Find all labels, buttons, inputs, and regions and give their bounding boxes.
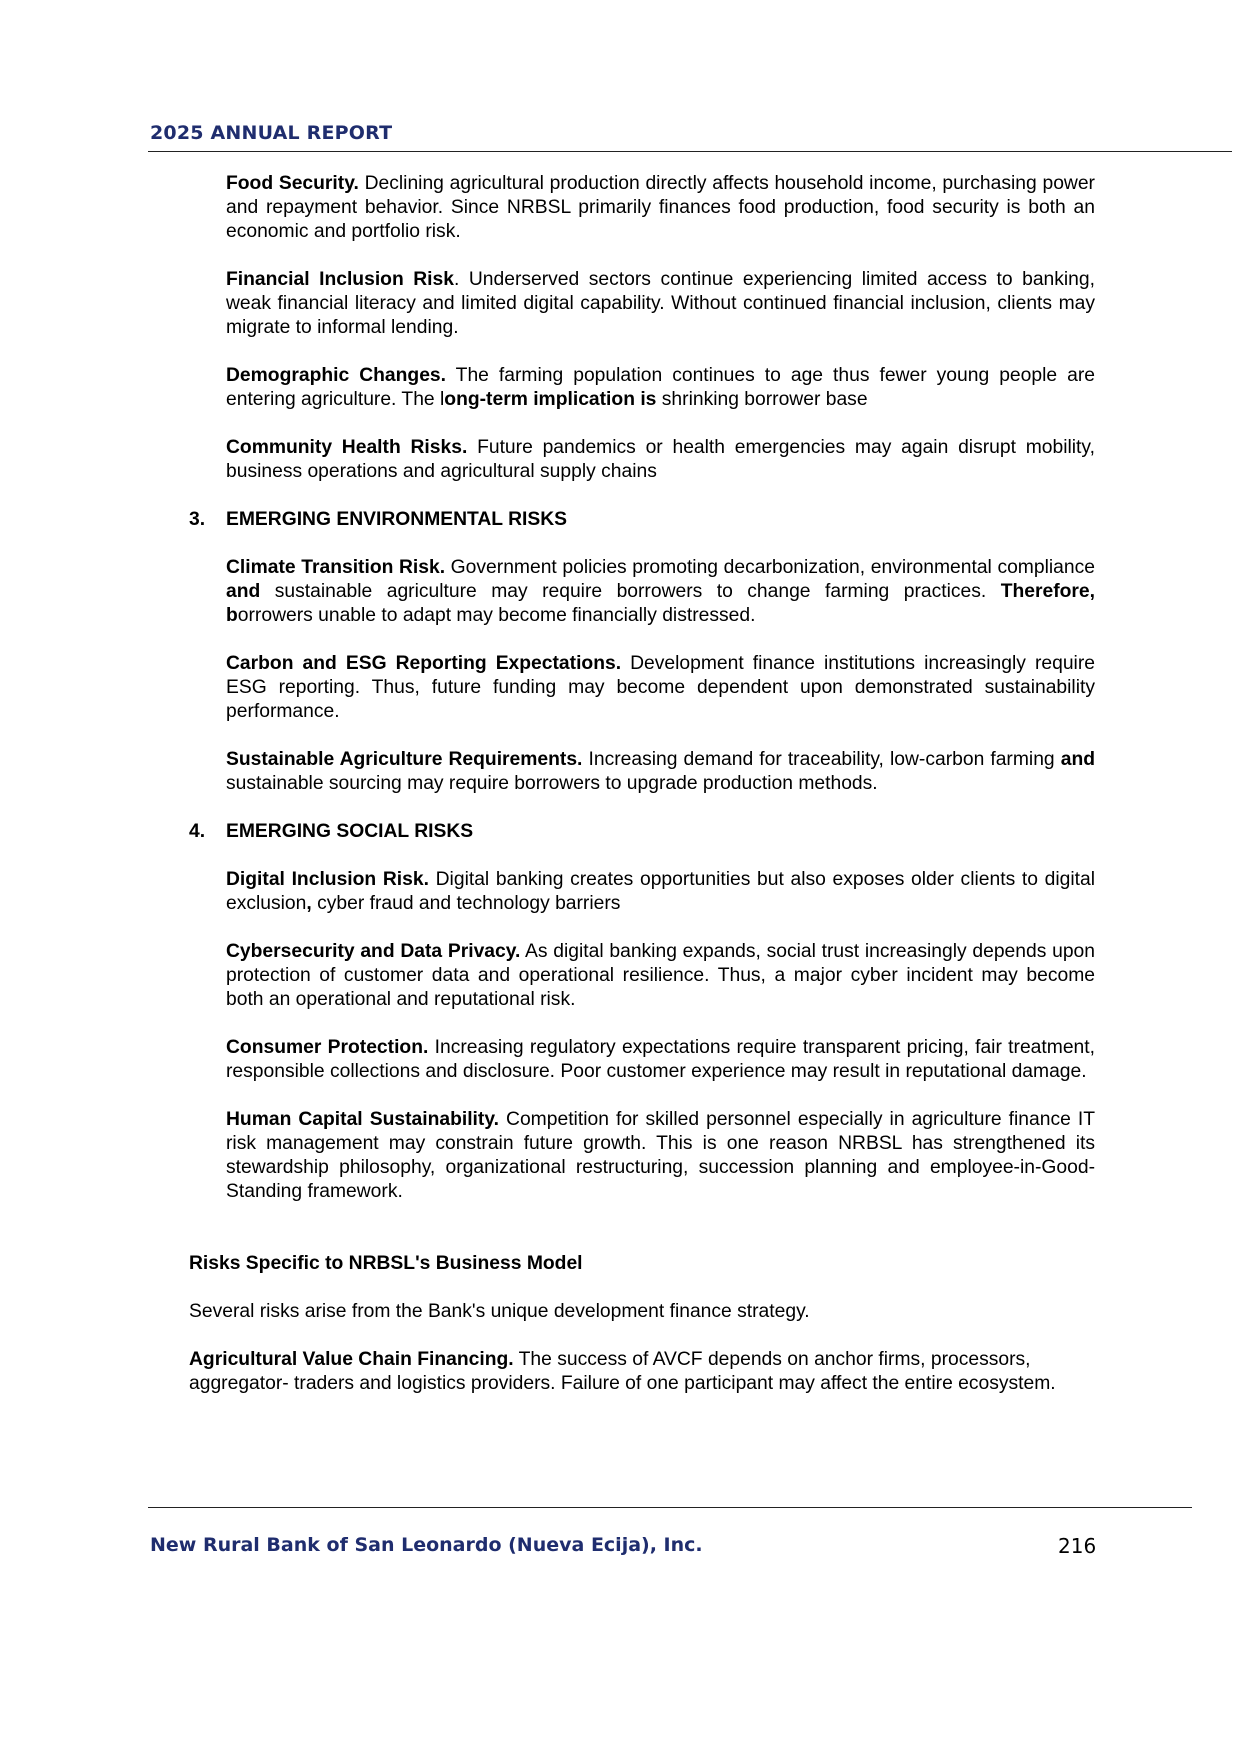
- term: Digital Inclusion Risk.: [226, 869, 429, 890]
- digital-inclusion-paragraph: Digital Inclusion Risk. Digital banking creates opportunities but also exposes older clients to digital exclusion, cyber fraud and technology barriers: [226, 869, 1095, 914]
- consumer-protection-paragraph: Consumer Protection. Increasing regulatory expectations require transparent pricing, fair treatment, responsible collections and disclosure. Poor customer experience may result in reputational damage.: [226, 1037, 1095, 1082]
- section-title: EMERGING ENVIRONMENTAL RISKS: [226, 509, 568, 530]
- food-security-paragraph: Food Security. Declining agricultural production directly affects household income, purchasing power and repayment behavior. Since NRBSL primarily finances food production, food security is both an economic and portfolio risk.: [226, 173, 1095, 242]
- sustainable-agriculture-paragraph: Sustainable Agriculture Requirements. Increasing demand for traceability, low-carbon farming and sustainable sourcing may require borrowers to upgrade production methods.: [226, 749, 1095, 794]
- header-divider: [148, 151, 1232, 152]
- human-capital-paragraph: Human Capital Sustainability. Competition for skilled personnel especially in agriculture finance IT risk management may constrain future growth. This is one reason NRBSL has strengthened its stewardship philosophy, organizational restructuring, succession planning and employee-in-Good-Standing framework.: [226, 1109, 1095, 1202]
- term: Consumer Protection.: [226, 1037, 429, 1058]
- report-header-title: 2025 ANNUAL REPORT: [150, 122, 393, 144]
- term: Cybersecurity and Data Privacy.: [226, 941, 521, 962]
- demographic-changes-paragraph: Demographic Changes. The farming population continues to age thus fewer young people are entering agriculture. The long-term implication is shrinking borrower base: [226, 365, 1095, 410]
- climate-transition-paragraph: Climate Transition Risk. Government policies promoting decarbonization, environmental compliance and sustainable agriculture may require borrowers to change farming practices. Therefore, borrowers unable to adapt may become financially distressed.: [226, 557, 1095, 626]
- business-model-heading: Risks Specific to NRBSL's Business Model: [189, 1253, 583, 1274]
- page-number: 216: [1058, 1534, 1097, 1558]
- carbon-esg-paragraph: Carbon and ESG Reporting Expectations. Development finance institutions increasingly require ESG reporting. Thus, future funding may become dependent upon demonstrated sustainability performance.: [226, 653, 1095, 722]
- community-health-paragraph: Community Health Risks. Future pandemics or health emergencies may again disrupt mobility, business operations and agricultural supply chains: [226, 437, 1095, 482]
- financial-inclusion-paragraph: Financial Inclusion Risk. Underserved sectors continue experiencing limited access to banking, weak financial literacy and limited digital capability. Without continued financial inclusion, clients may migrate to informal lending.: [226, 269, 1095, 338]
- footer-organization-name: New Rural Bank of San Leonardo (Nueva Ecija), Inc.: [150, 1534, 703, 1556]
- term: Agricultural Value Chain Financing.: [189, 1349, 514, 1370]
- term: Climate Transition Risk.: [226, 557, 446, 578]
- cybersecurity-paragraph: Cybersecurity and Data Privacy. As digital banking expands, social trust increasingly depends upon protection of customer data and operational resilience. Thus, a major cyber incident may become both an operational and reputational risk.: [226, 941, 1095, 1010]
- section-3-heading: [0, 508, 1241, 532]
- term: Sustainable Agriculture Requirements.: [226, 749, 583, 770]
- avcf-paragraph: Agricultural Value Chain Financing. The success of AVCF depends on anchor firms, processors, aggregator- traders and logistics providers. Failure of one participant may affect the entire ecosystem.: [189, 1349, 1056, 1394]
- term: Community Health Risks.: [226, 437, 468, 458]
- term: Human Capital Sustainability.: [226, 1109, 499, 1130]
- footer-divider: [148, 1507, 1192, 1508]
- business-model-intro: Several risks arise from the Bank's unique development finance strategy.: [189, 1301, 810, 1322]
- page-body: [0, 172, 1241, 1396]
- term: Financial Inclusion Risk: [226, 269, 454, 290]
- term: Food Security.: [226, 173, 359, 194]
- section-number: 4.: [189, 821, 206, 842]
- term: Carbon and ESG Reporting Expectations.: [226, 653, 622, 674]
- term: Demographic Changes.: [226, 365, 447, 386]
- section-title: EMERGING SOCIAL RISKS: [226, 821, 474, 842]
- section-number: 3.: [189, 509, 206, 530]
- section-4-heading: [0, 820, 1241, 844]
